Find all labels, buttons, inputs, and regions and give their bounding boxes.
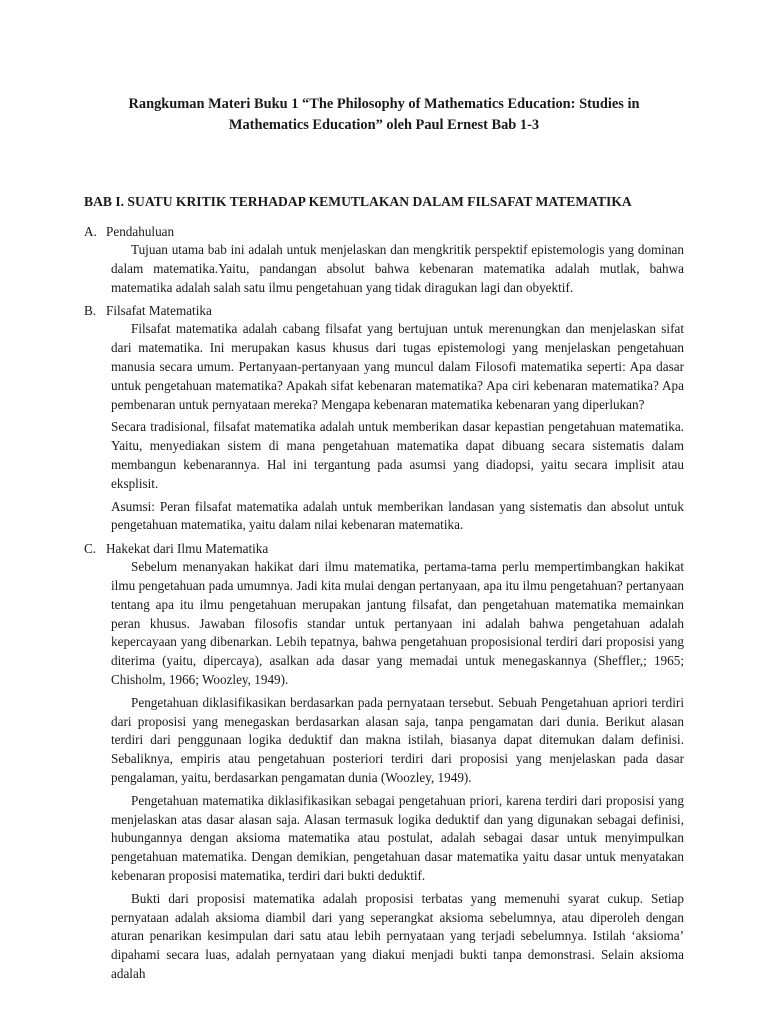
- paragraph: Pengetahuan matematika diklasifikasikan sebagai pengetahuan priori, karena terdiri dari proposisi yang menjelaskan atas dasar alasan saja. Alasan termasuk logika deduktif dan yang digunakan sebagai definisi, hubungannya dengan aksioma matematika atau postulat, adalah sebagai dasar untuk menyimpulkan pengetahuan matematika. Dengan demikian, pengetahuan dasar matematika yaitu dasar untuk menyatakan kebenaran proposisi matematika, terdiri dari bukti deduktif.: [111, 792, 684, 883]
- paragraph: Bukti dari proposisi matematika adalah proposisi terbatas yang memenuhi syarat cukup. Setiap pernyataan adalah aksioma diambil dari yang seperangkat aksioma sebelumnya, atau diperoleh dengan aturan penarikan kesimpulan dari satu atau lebih pernyataan yang terjadi sebelumnya. Istilah ‘aksioma’ dipahami secara luas, adalah pernyataan yang diakui menjadi bukti tanpa demonstrasi. Selain aksioma adalah: [111, 890, 684, 981]
- document-page: [84, 94, 684, 988]
- paragraph: Filsafat matematika adalah cabang filsafat yang bertujuan untuk merenungkan dan menjelaskan sifat dari matematika. Ini merupakan kasus khusus dari tugas epistemologi yang menjelaskan pengetahuan manusia secara umum. Pertanyaan-pertanyaan yang muncul dalam Filosofi matematika seperti: Apa dasar untuk pengetahuan matematika? Apakah sifat kebenaran matematika? Apa ciri kebenaran matematika? Apa pembenaran untuk pernyataan mereka? Mengapa kebenaran matematika kebenaran yang diperlukan?: [111, 321, 684, 412]
- section-heading-text: Hakekat dari Ilmu Matematika: [106, 541, 269, 557]
- section-heading: [84, 301, 684, 320]
- chapter-title: BAB I. SUATU KRITIK TERHADAP KEMUTLAKAN DALAM FILSAFAT MATEMATIKA: [84, 194, 632, 209]
- section-heading: [84, 539, 684, 558]
- document-title: [84, 94, 684, 136]
- paragraph: Asumsi: Peran filsafat matematika adalah untuk memberikan landasan yang sistematis dan absolut untuk pengetahuan matematika, yaitu dalam nilai kebenaran matematika.: [111, 498, 684, 533]
- section-letter: B.: [84, 303, 97, 319]
- document-title-line-1: Rangkuman Materi Buku 1 “The Philosophy of Mathematics Education: Studies in: [128, 96, 640, 112]
- paragraph: Secara tradisional, filsafat matematika adalah untuk memberikan dasar kepastian pengetahuan matematika. Yaitu, menyediakan sistem di mana pengetahuan matematika dapat dibuang secara sistematis dalam membangun kebenarannya. Hal ini tergantung pada asumsi yang diadopsi, yaitu secara implisit atau eksplisit.: [111, 419, 684, 491]
- section-letter: C.: [84, 541, 97, 557]
- section-heading: [84, 222, 684, 241]
- section-heading-text: Filsafat Matematika: [106, 303, 212, 319]
- section-letter: A.: [84, 224, 97, 239]
- section-b: [84, 301, 684, 535]
- paragraph: Sebelum menanyakan hakikat dari ilmu matematika, pertama-tama perlu mempertimbangkan hakikat ilmu pengetahuan pada umumnya. Jadi kita mulai dengan pertanyaan, apa itu ilmu pengetahuan? pertanyaan tentang apa itu ilmu pengetahuan merupakan jantung filsafat, dan pengetahuan matematika memainkan peran khusus. Jawaban filosofis standar untuk pertanyaan ini adalah bahwa pengetahuan adalah kepercayaan yang dibenarkan. Lebih tepatnya, bahwa pengetahuan proposisional terdiri dari proposisi yang diterima (yaitu, dipercaya), asalkan ada dasar yang memadai untuk menegaskannya (Sheffler,; 1965; Chisholm, 1966; Woozley, 1949).: [111, 559, 684, 687]
- section-c: [84, 539, 684, 984]
- section-body: [111, 320, 684, 535]
- paragraph: Pengetahuan diklasifikasikan berdasarkan pada pernyataan tersebut. Sebuah Pengetahuan apriori terdiri dari proposisi yang menegaskan berdasarkan alasan saja, tanpa pengamatan dari dunia. Berikut alasan terdiri dari penggunaan logika deduktif dan makna istilah, biasanya dapat ditemukan dalam definisi. Sebaliknya, empiris atau pengetahuan posteriori terdiri dari proposisi yang menjelaskan pada dasar pengalaman, yaitu, berdasarkan pengamatan dunia (Woozley, 1949).: [111, 694, 684, 785]
- document-title-line-2: Mathematics Education” oleh Paul Ernest Bab 1-3: [228, 117, 540, 133]
- paragraph: Tujuan utama bab ini adalah untuk menjelaskan dan mengkritik perspektif epistemologis yang dominan dalam matematika.Yaitu, pandangan absolut bahwa kebenaran matematika adalah mutlak, bahwa matematika adalah salah satu ilmu pengetahuan yang tidak diragukan lagi dan obyektif.: [111, 242, 684, 295]
- section-heading-text: Pendahuluan: [106, 224, 175, 239]
- section-a: [84, 222, 684, 297]
- section-body: [111, 241, 684, 297]
- section-body: [111, 558, 684, 984]
